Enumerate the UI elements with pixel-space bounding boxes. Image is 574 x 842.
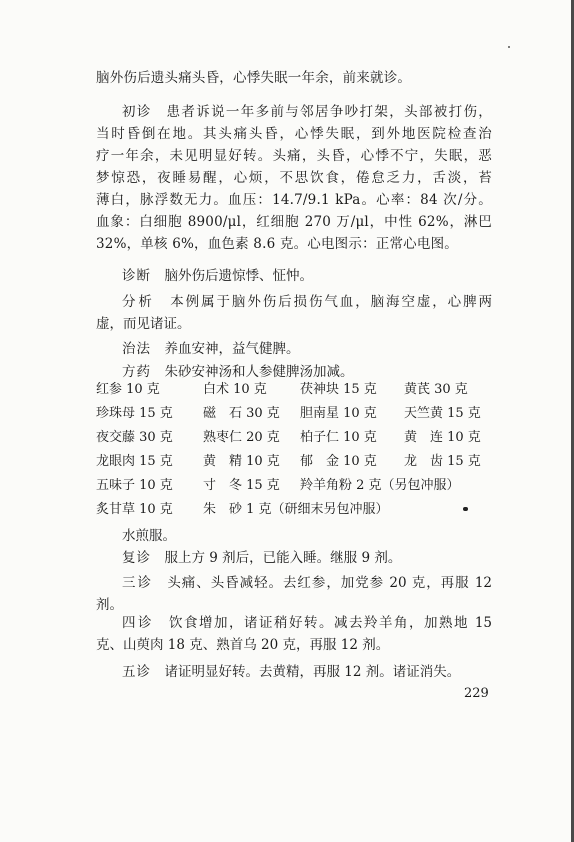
- case-line: 当时昏倒在地。其头痛头昏，心悸失眠，到外地医院检查治: [96, 126, 492, 142]
- followup-5-text: 诸证明显好转。去黄精，再服 12 剂。诸证消失。: [164, 664, 461, 680]
- case-line: 薄白，脉浮数无力。血压：14.7/9.1 kPa。心率：84 次/分。: [96, 192, 492, 208]
- page-number: 229: [464, 686, 489, 701]
- diagnosis: [96, 265, 313, 287]
- herb-item: 黄 精 10 克: [203, 454, 280, 469]
- herb-item: 白术 10 克: [203, 382, 267, 397]
- followup-3-text-cont: 剂。: [96, 597, 123, 613]
- followup-3-label: 三诊: [122, 575, 153, 591]
- case-line: 梦惊恐，夜睡易醒，心烦，不思饮食，倦怠乏力，舌淡，苔: [96, 170, 492, 186]
- herb-item: 茯神块 15 克: [300, 382, 377, 397]
- followup-3: [96, 572, 492, 616]
- herb-item: 炙甘草 10 克: [96, 502, 173, 517]
- herb-item: 天竺黄 15 克: [404, 406, 481, 421]
- analysis-text-cont: 虚，而见诸证。: [96, 316, 191, 332]
- followup-3-text: 头痛、头昏减轻。去红参，加党参 20 克，再服 12: [167, 575, 493, 591]
- herb-item: 红参 10 克: [96, 382, 160, 397]
- herb-item: 胆南星 10 克: [300, 406, 377, 421]
- decoction: 水煎服。: [122, 528, 176, 544]
- treatment-label: 治法: [122, 341, 151, 357]
- followup-4-label: 四诊: [122, 615, 155, 631]
- followup-4-text: 饮食增加，诸证稍好转。减去羚羊角，加熟地 15: [169, 615, 493, 631]
- followup-2-text: 服上方 9 剂后，已能入睡。继服 9 剂。: [164, 550, 402, 566]
- followup-2: [96, 547, 401, 569]
- prescription-label: 方药: [122, 364, 151, 380]
- treatment-text: 养血安神，益气健脾。: [164, 341, 300, 357]
- followup-5-label: 五诊: [122, 664, 151, 680]
- followup-2-label: 复诊: [122, 550, 151, 566]
- case-history: [96, 101, 492, 255]
- diagnosis-label: 诊断: [122, 268, 151, 284]
- treatment: [96, 338, 300, 360]
- analysis-text: 本例属于脑外伤后损伤气血，脑海空虚，心脾两: [170, 294, 493, 310]
- herb-item: 柏子仁 10 克: [300, 430, 377, 445]
- herb-item: 黄 连 10 克: [404, 430, 481, 445]
- herb-item: 熟枣仁 20 克: [203, 430, 280, 445]
- herb-item: 郁 金 10 克: [300, 454, 377, 469]
- herb-item: 磁 石 30 克: [203, 406, 280, 421]
- herb-item: 寸 冬 15 克: [203, 478, 280, 493]
- case-line: 疗一年余，未见明显好转。头痛，头昏，心悸不宁，失眠，恶: [96, 148, 492, 164]
- scan-speck: [508, 46, 510, 48]
- prescription-text: 朱砂安神汤和人参健脾汤加减。: [164, 364, 354, 380]
- herb-item: 龙眼肉 15 克: [96, 454, 173, 469]
- herb-item: 夜交藤 30 克: [96, 430, 173, 445]
- followup-4-text-cont: 克、山萸肉 18 克、熟首乌 20 克，再服 12 剂。: [96, 637, 390, 653]
- case-line: 32%，单核 6%，血色素 8.6 克。心电图示：正常心电图。: [96, 236, 458, 252]
- case-line: 血象：白细胞 8900/μl，红细胞 270 万/μl，中性 62%，淋巴: [96, 214, 492, 230]
- herb-item: 五味子 10 克: [96, 478, 173, 493]
- herb-item: 羚羊角粉 2 克（另包冲服）: [300, 478, 460, 493]
- ink-blot: [463, 507, 468, 511]
- analysis-label: 分析: [122, 294, 155, 310]
- diagnosis-text: 脑外伤后遗惊悸、怔忡。: [164, 268, 313, 284]
- case-line: 初诊 患者诉说一年多前与邻居争吵打架，头部被打伤，: [122, 104, 492, 120]
- herb-item: 珍珠母 15 克: [96, 406, 173, 421]
- intro-line: 脑外伤后遗头痛头昏，心悸失眠一年余，前来就诊。: [96, 70, 412, 86]
- followup-5: [96, 661, 460, 683]
- herb-item: 朱 砂 1 克（研细末另包冲服）: [203, 502, 389, 517]
- followup-4: [96, 612, 492, 656]
- herb-item: 黄芪 30 克: [404, 382, 468, 397]
- analysis: [96, 291, 492, 335]
- herb-item: 龙 齿 15 克: [404, 454, 481, 469]
